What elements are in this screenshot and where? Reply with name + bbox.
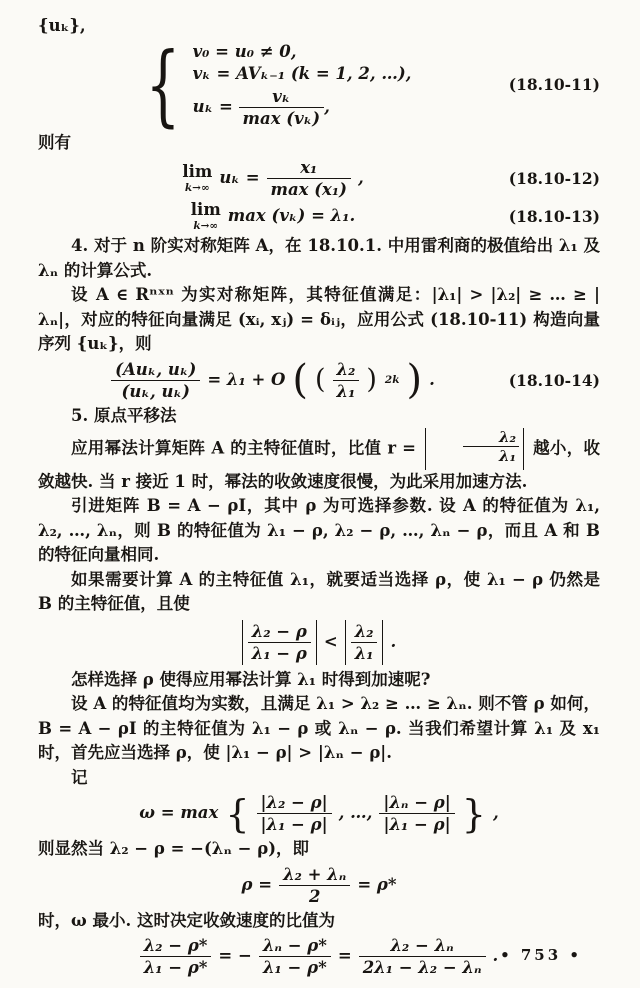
line3-lhs: uₖ = <box>192 96 233 116</box>
line3-tail: , <box>324 96 330 116</box>
fraction-numerator: λ₂ + λₙ <box>283 864 347 884</box>
equation-body: $\frac{\text{(Auₖ, uₖ)}}{\text{(uₖ, uₖ)}}$ = λ₁ + O ( ( $\frac{\text{λ₂}}{\text{λ₁}}$ ) 2k ) . <box>38 360 508 401</box>
fraction-numerator: λ₂ − λₙ <box>390 936 454 956</box>
paragraph-choose-rho: 如果需要计算 A 的主特征值 λ₁，就要适当选择 ρ，使 λ₁ − ρ 仍然是 B 的主特征值，且使 <box>38 569 600 614</box>
abs-value-bars <box>242 620 317 665</box>
fraction <box>463 429 519 464</box>
section-5-heading: 5. 原点平移法 <box>71 405 177 425</box>
abs-value-bars <box>425 428 524 470</box>
paragraph-item-4: 4. 对于 n 阶实对称矩阵 A，在 18.10.1. 中用雷利商的极值给出 λ₁ 及 λₙ 的计算公式. <box>38 236 600 280</box>
fraction-numerator: λ₂ − ρ <box>251 621 307 641</box>
eq12-tail: , <box>357 168 364 188</box>
fraction-numerator: |λₙ − ρ| <box>383 793 451 813</box>
fraction-denominator: λ₁ − ρ <box>248 642 311 663</box>
fraction-denominator: max (vₖ) <box>239 107 325 128</box>
fraction <box>140 936 212 977</box>
paragraph-real-eigenvalues: 设 A 的特征值均为实数，且满足 λ₁ > λ₂ ≥ … ≥ λₙ. 则不管 ρ 如何，B = A − ρI 的主特征值为 λ₁ − ρ 或 λₙ − ρ. 当我们希望计算 λ₁ 及 x₁ 时，首先应当选择 ρ，使 |λ₁ − ρ| > |λₙ − ρ|. <box>38 694 600 763</box>
fraction <box>267 158 351 199</box>
system-lines <box>193 42 412 128</box>
fraction-denominator: λ₁ <box>463 446 519 464</box>
fraction <box>257 793 332 834</box>
fraction-numerator: vₖ <box>272 86 291 106</box>
system-line-1: v₀ = u₀ ≠ 0, <box>192 41 297 61</box>
equation-18-10-11 <box>38 32 600 136</box>
equation-18-10-14 <box>38 357 600 404</box>
paragraph-shift-matrix: 引进矩阵 B = A − ρI，其中 ρ 为可选择参数. 设 A 的特征值为 λ₁, λ₂, …, λₙ，则 B 的特征值为 λ₁ − ρ, λ₂ − ρ, …, λₙ − ρ，而且 A 和 B 的特征向量相同. <box>38 496 600 565</box>
paragraph-symmetric-matrix: 设 A ∈ Rⁿˣⁿ 为实对称矩阵，其特征值满足：|λ₁| > |λ₂| ≥ … ≥ |λₙ|，对应的特征向量满足 (xᵢ, xⱼ) = δᵢⱼ，应用公式 (18.10-11) 构造向量序列 {uₖ}，则 <box>38 285 600 354</box>
eq14-tail: . <box>429 369 435 389</box>
rho-rhs: = ρ* <box>357 874 397 894</box>
fraction-numerator: λₙ − ρ* <box>262 936 327 956</box>
paragraph-omega-smallest: 时，ω 最小. 这时决定收敛速度的比值为 <box>38 910 335 930</box>
fraction-numerator: (Auₖ, uₖ) <box>115 359 197 379</box>
relation-sign: < <box>323 631 338 651</box>
omega-lhs: ω = max <box>139 803 219 823</box>
equation-18-10-12 <box>38 158 600 199</box>
eq14-mid: = λ₁ + O <box>207 369 286 389</box>
abs-value-bars <box>345 620 384 665</box>
fraction <box>239 87 325 128</box>
equation-number: (18.10-12) <box>508 169 600 189</box>
fraction-numerator: x₁ <box>300 158 318 178</box>
eq13-body: max (vₖ) = λ₁. <box>227 206 356 226</box>
lim-subscript: k→∞ <box>193 219 219 232</box>
fraction-denominator: λ₁ <box>333 380 360 401</box>
fraction <box>259 936 331 977</box>
fraction-numerator: λ₂ <box>354 621 374 641</box>
fraction-numerator: λ₂ <box>498 428 517 447</box>
equation-body <box>38 158 508 199</box>
inequality-equation <box>38 620 600 665</box>
fraction-denominator: max (x₁) <box>267 178 351 199</box>
fraction-denominator: |λ₁ − ρ| <box>257 813 332 834</box>
lim-subscript: k→∞ <box>184 181 210 194</box>
exponent: 2k <box>384 373 400 386</box>
equation-body <box>38 32 508 136</box>
then-have-text: 则有 <box>38 132 71 152</box>
fraction <box>111 360 200 401</box>
fraction-denominator: 2 <box>279 885 350 906</box>
paragraph-question: 怎样选择 ρ 使得应用幂法计算 λ₁ 时得到加速呢? <box>71 669 431 689</box>
ratio-mid1: = − <box>218 946 252 966</box>
sequence-ref: {uₖ}, <box>38 16 86 35</box>
fraction <box>379 793 454 834</box>
fraction-numerator: λ₂ − ρ* <box>143 936 208 956</box>
page-number: • 753 • <box>500 946 582 964</box>
fraction-numerator: |λ₂ − ρ| <box>260 793 328 813</box>
equation-number: (18.10-13) <box>508 207 600 227</box>
fraction <box>248 622 311 663</box>
fraction-denominator: λ₁ − ρ* <box>140 956 212 977</box>
denote-text: 记 <box>71 767 88 787</box>
fraction <box>279 865 350 906</box>
ratio-mid2: = <box>337 946 352 966</box>
equation-system: { v₀ = u₀ ≠ 0, vₖ = AVₖ₋₁ (k = 1, 2, …), uₖ = $\frac{\text{vₖ}}{\text{max (vₖ)}}$ , <box>145 32 412 136</box>
fraction <box>333 360 360 401</box>
equation-18-10-13 <box>38 202 600 231</box>
rho-star-equation <box>38 865 600 906</box>
equation-body <box>38 865 600 906</box>
ratio-tail: . <box>492 946 499 966</box>
paragraph-ratio <box>38 428 600 494</box>
equation-number: (18.10-14) <box>508 370 600 390</box>
fraction-denominator: |λ₁ − ρ| <box>379 813 454 834</box>
equation-body <box>38 202 508 231</box>
rho-lhs: ρ = <box>241 874 273 894</box>
fraction <box>351 622 378 663</box>
lim-word: lim <box>182 162 213 182</box>
equation-body: ω = max { $\frac{\text{|λ₂ − ρ|}}{\text{|λ₁ − ρ|}}$ , …, $\frac{\text{|λₙ − ρ|}}{\text{|λ₁ − ρ|}}$ } , <box>139 791 499 836</box>
limit-operator <box>182 164 212 193</box>
eq12-lhs: uₖ = <box>219 168 260 188</box>
omega-equation <box>38 793 600 834</box>
ratio-post: 越小，收敛越快. 当 r 接近 1 时，幂法的收敛速度很慢，为此采用加速方法. <box>38 438 601 491</box>
fraction-denominator: (uₖ, uₖ) <box>111 380 200 401</box>
system-line-3 <box>193 87 330 128</box>
fraction-denominator: λ₁ <box>351 642 378 663</box>
fraction-denominator: 2λ₁ − λ₂ − λₙ <box>359 956 486 977</box>
equation-number: (18.10-11) <box>508 75 600 95</box>
paragraph-obviously: 则显然当 λ₂ − ρ = −(λₙ − ρ)，即 <box>38 839 310 859</box>
system-line-2: vₖ = AVₖ₋₁ (k = 1, 2, …), <box>192 64 412 84</box>
inequality-tail: . <box>390 631 397 651</box>
equation-body <box>38 620 600 665</box>
omega-tail: , <box>492 803 499 823</box>
fraction-denominator: λ₁ − ρ* <box>259 956 331 977</box>
fraction <box>359 936 486 977</box>
omega-mid: , …, <box>338 803 373 823</box>
limit-operator <box>191 202 221 231</box>
fraction-numerator: λ₂ <box>336 359 356 379</box>
lim-word: lim <box>190 200 221 220</box>
ratio-pre: 应用幂法计算矩阵 A 的主特征值时，比值 r = <box>71 438 416 458</box>
